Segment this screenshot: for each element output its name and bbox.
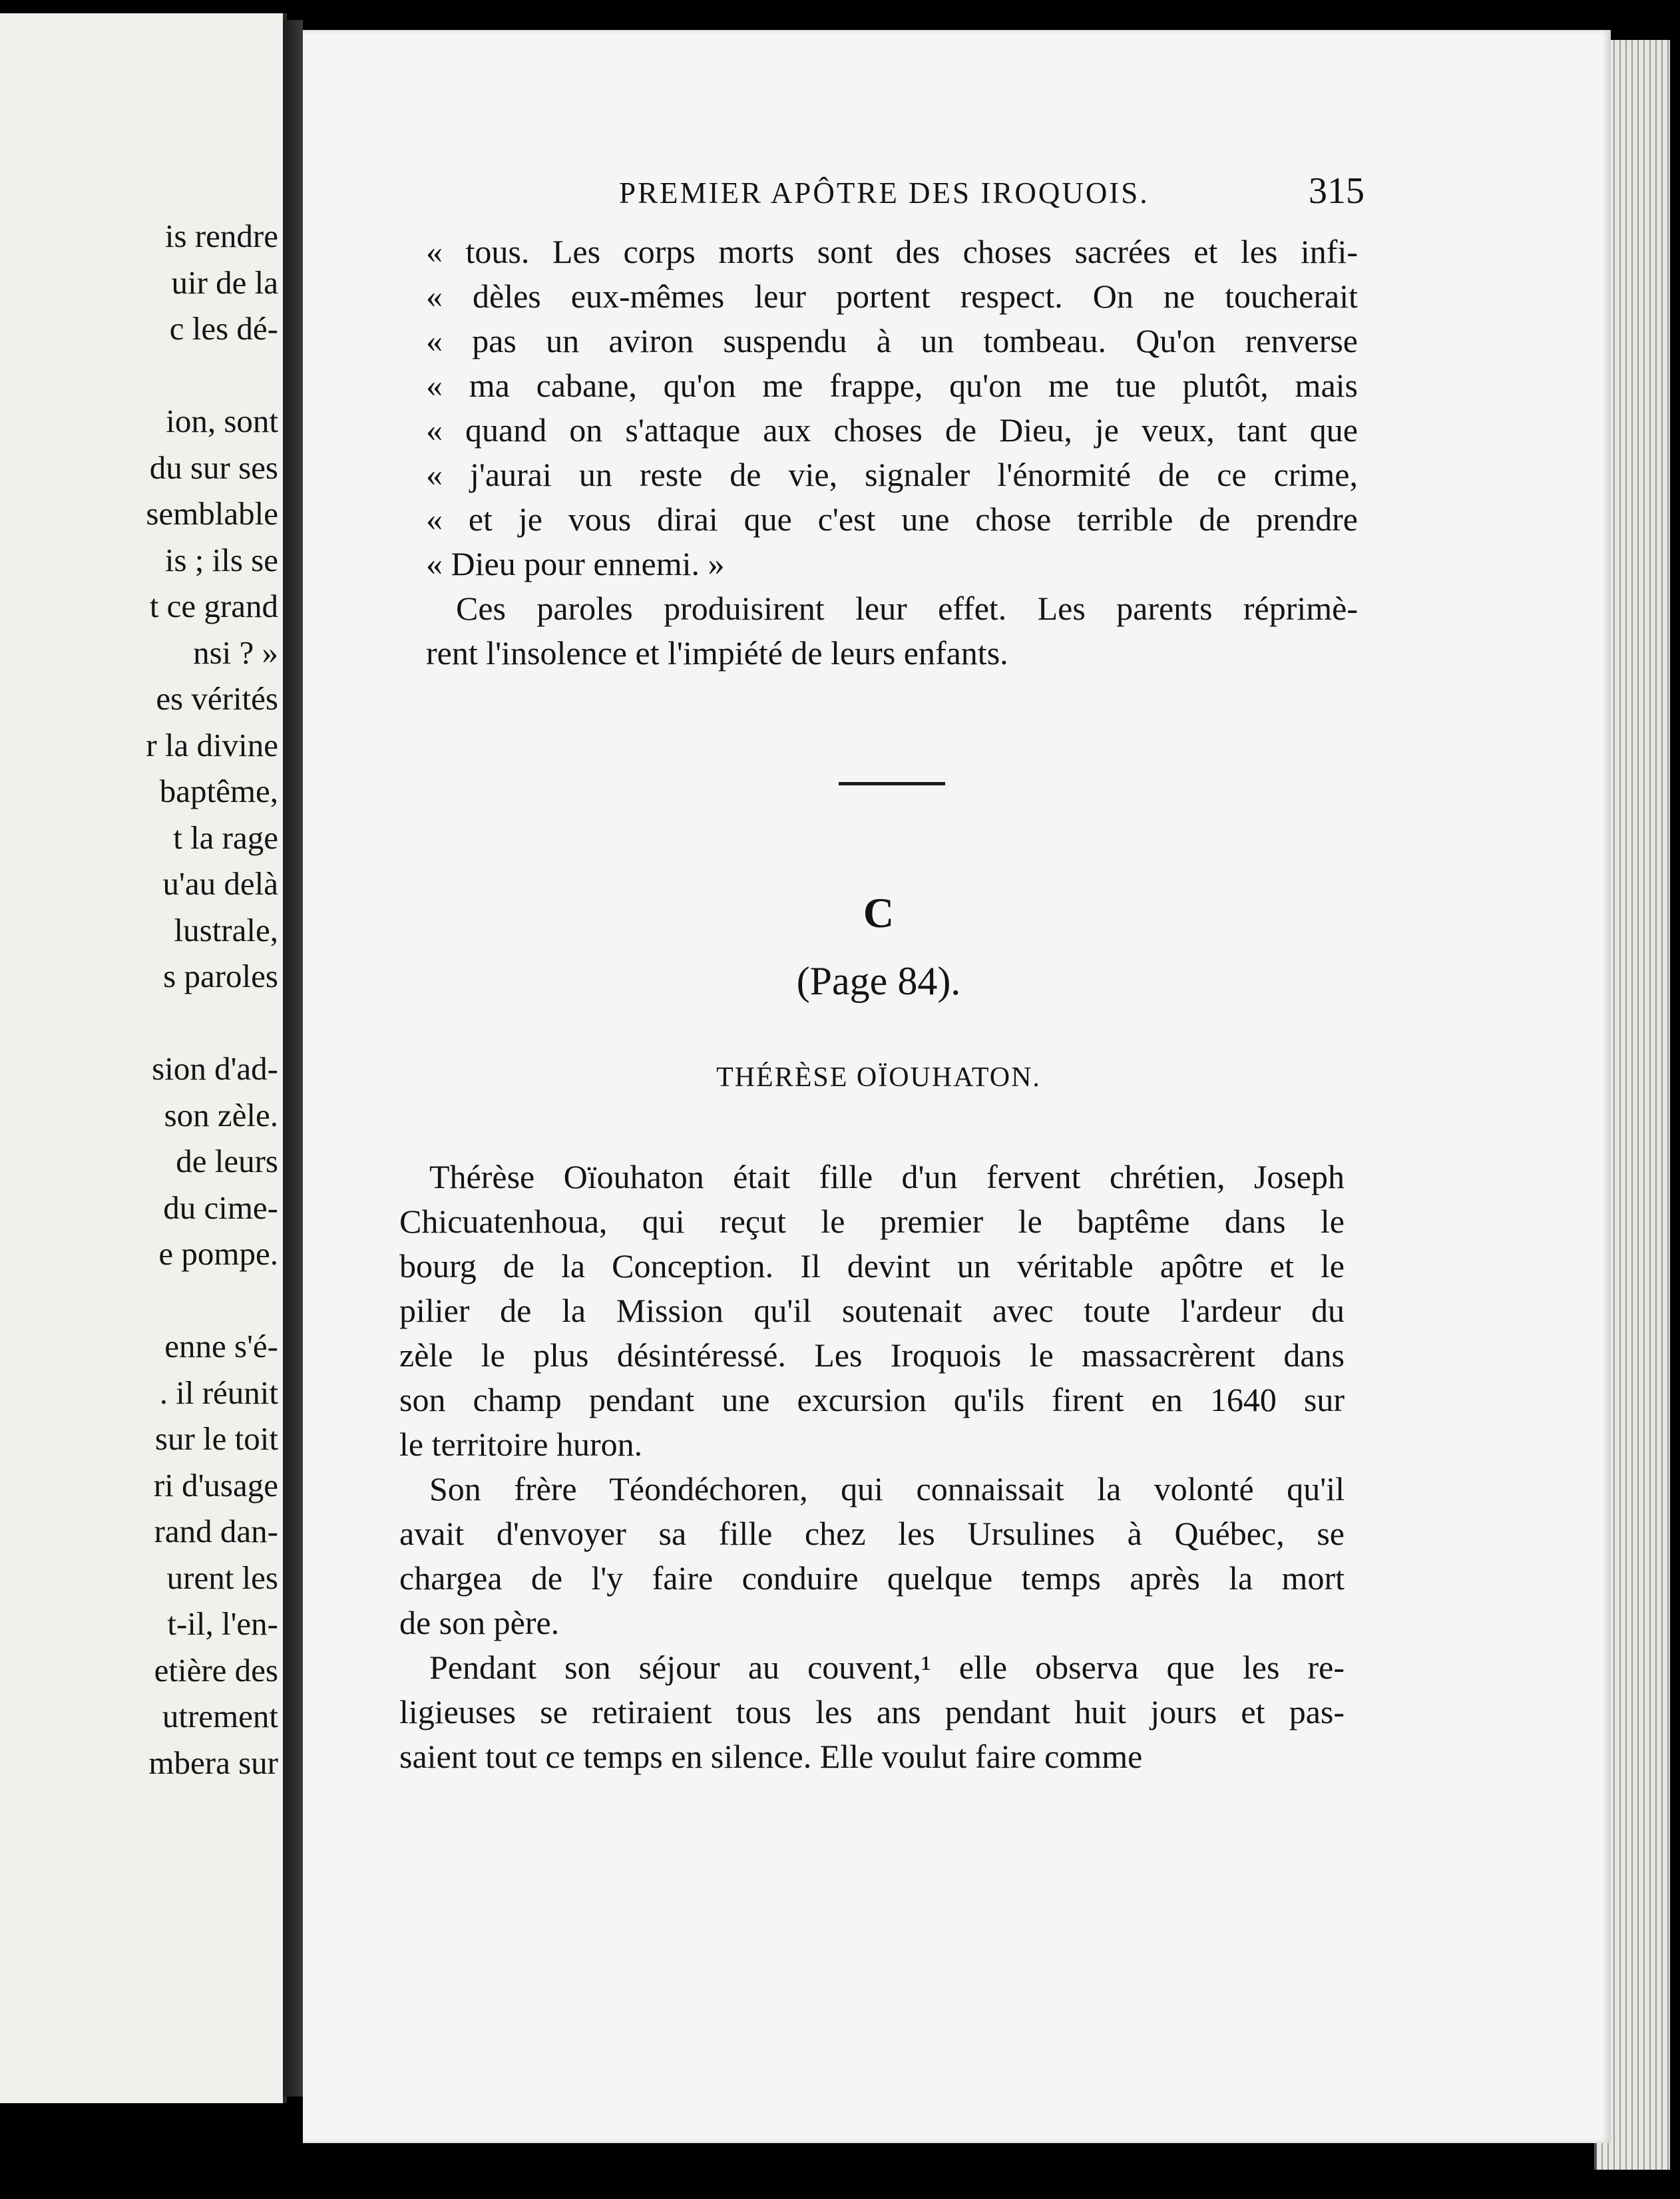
previous-page-line: is ; ils se [164, 541, 278, 578]
text-line: son champ pendant une excursion qu'ils firent en 1640 sur [399, 1381, 1345, 1418]
previous-page-line: sion d'ad- [152, 1050, 278, 1087]
section-rule [839, 782, 945, 785]
previous-page [0, 13, 287, 2103]
previous-page-line: enne s'é- [164, 1328, 278, 1364]
text-line: « pas un aviron suspendu à un tombeau. Qu'on renverse [426, 322, 1358, 359]
text-line: Thérèse Oïouhaton était fille d'un fervent chrétien, Joseph [429, 1158, 1345, 1195]
text-line: « ma cabane, qu'on me frappe, qu'on me tue plutôt, mais [426, 367, 1358, 404]
previous-page-line [0, 1000, 278, 1046]
previous-page-line: u'au delà [162, 865, 278, 902]
text-line: ligieuses se retiraient tous les ans pendant huit jours et pas- [399, 1693, 1345, 1730]
text-line: pilier de la Mission qu'il soutenait avec toute l'ardeur du [399, 1292, 1345, 1329]
previous-page-line: baptême, [159, 773, 278, 809]
text-line: le territoire huron. [399, 1426, 643, 1463]
text-line: saient tout ce temps en silence. Elle voulut faire comme [399, 1738, 1143, 1775]
previous-page-line: mbera sur [148, 1744, 278, 1781]
text-line: chargea de l'y faire conduire quelque temps après la mort [399, 1559, 1345, 1597]
previous-page-line: son zèle. [164, 1096, 278, 1133]
previous-page-line: es vérités [156, 680, 278, 717]
previous-page-line: e pompe. [158, 1235, 278, 1272]
text-line: « et je vous dirai que c'est une chose terrible de prendre [426, 500, 1358, 538]
previous-page-line: nsi ? » [193, 634, 278, 671]
text-line: bourg de la Conception. Il devint un véritable apôtre et le [399, 1247, 1345, 1285]
previous-page-line [0, 1277, 278, 1324]
previous-page-line: lustrale, [174, 911, 278, 948]
section-title: THÉRÈSE OÏOUHATON. [716, 1062, 1041, 1093]
section-letter: C [863, 889, 895, 936]
previous-page-line: t-il, l'en- [167, 1605, 278, 1642]
text-line: « j'aurai un reste de vie, signaler l'énormité de ce crime, [426, 456, 1358, 493]
previous-page-line: du sur ses [149, 449, 278, 486]
previous-page-line: t ce grand [149, 588, 278, 624]
previous-page-line: . il réunit [159, 1374, 278, 1411]
running-head [619, 170, 1365, 212]
previous-page-line: semblable [146, 495, 278, 532]
page-reference: (Page 84). [796, 959, 961, 1003]
previous-page-line: du cime- [163, 1189, 278, 1226]
text-line: avait d'envoyer sa fille chez les Ursulines à Québec, se [399, 1515, 1345, 1552]
text-line: zèle le plus désintéressé. Les Iroquois le massacrèrent dans [399, 1336, 1345, 1374]
previous-page-line: rand dan- [154, 1513, 278, 1549]
text-line: rent l'insolence et l'impiété de leurs enfants. [426, 634, 1008, 672]
previous-page-line: ion, sont [166, 403, 278, 439]
text-line: de son père. [399, 1604, 560, 1641]
text-line: Pendant son séjour au couvent,¹ elle observa que les re- [429, 1649, 1345, 1686]
previous-page-line: t la rage [173, 819, 278, 856]
text-line: « quand on s'attaque aux choses de Dieu, je veux, tant que [426, 411, 1358, 449]
text-line: « Dieu pour ennemi. » [426, 545, 725, 582]
body-text [399, 1155, 1345, 1779]
previous-page-line: de leurs [176, 1143, 278, 1179]
previous-page-line: uir de la [171, 264, 278, 301]
quote-block [426, 230, 1358, 676]
running-title: PREMIER APÔTRE DES IROQUOIS. [619, 176, 1150, 210]
previous-page-line: c les dé- [169, 310, 278, 347]
previous-page-text [0, 213, 278, 1786]
text-line: Ces paroles produisirent leur effet. Les parents réprimè- [456, 590, 1358, 627]
book-gutter [283, 20, 303, 2097]
previous-page-line: utrement [162, 1698, 278, 1734]
previous-page-line: etière des [154, 1651, 278, 1689]
previous-page-line [0, 352, 278, 399]
text-line: Chicuatenhoua, qui reçut le premier le baptême dans le [399, 1203, 1345, 1240]
previous-page-line: is rendre [164, 218, 278, 254]
text-line: Son frère Téondéchoren, qui connaissait la volonté qu'il [429, 1470, 1345, 1507]
previous-page-line: urent les [166, 1559, 278, 1596]
previous-page-line: sur le toit [154, 1420, 278, 1457]
page-number: 315 [1309, 170, 1365, 212]
previous-page-line: r la divine [146, 726, 278, 763]
previous-page-line: ri d'usage [153, 1466, 278, 1503]
text-line: « tous. Les corps morts sont des choses sacrées et les infi- [426, 233, 1358, 270]
text-line: « dèles eux-mêmes leur portent respect. On ne toucherait [426, 278, 1358, 315]
previous-page-line: s paroles [163, 958, 278, 994]
